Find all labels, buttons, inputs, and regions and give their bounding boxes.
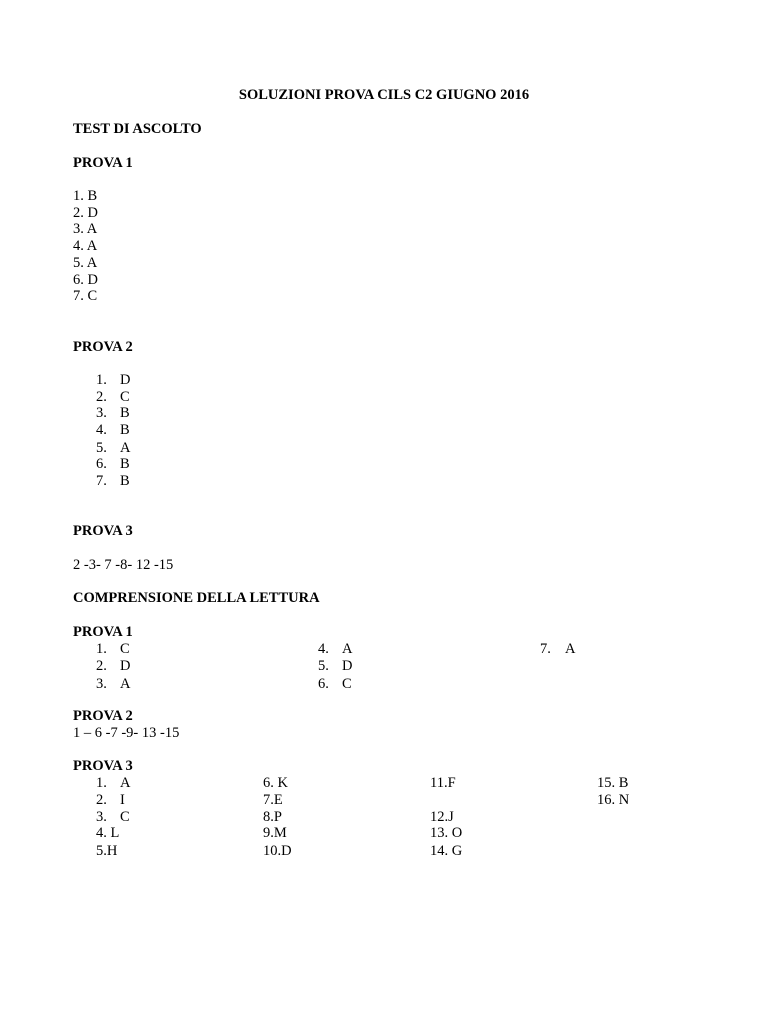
prova-heading: PROVA 3: [73, 523, 133, 539]
answer-value: B: [120, 405, 130, 421]
answer-sequence: 1 – 6 -7 -9- 13 -15: [73, 725, 180, 741]
answer-item: 4. L: [96, 825, 120, 841]
answer-value: D: [342, 658, 353, 674]
answer-value: A: [342, 641, 353, 657]
answer-item: 4. A: [73, 238, 98, 254]
prova-heading: PROVA 2: [73, 339, 133, 355]
answer-number: 3.: [96, 405, 107, 421]
answer-item: 16. N: [597, 792, 630, 808]
answer-number: 5.: [318, 658, 329, 674]
answer-item: 3. A: [73, 221, 98, 237]
answer-number: 2.: [96, 792, 107, 808]
answer-value: A: [120, 440, 131, 456]
answer-value: B: [120, 456, 130, 472]
answer-value: A: [120, 676, 131, 692]
answer-number: 1.: [96, 372, 107, 388]
answer-number: 6.: [96, 456, 107, 472]
answer-number: 7.: [96, 473, 107, 489]
answer-item: 7.E: [263, 792, 283, 808]
answer-item: 7. C: [73, 288, 98, 304]
answer-item: 13. O: [430, 825, 463, 841]
section-heading-ascolto: TEST DI ASCOLTO: [73, 121, 202, 137]
answer-item: 8.P: [263, 809, 282, 825]
answer-value: B: [120, 422, 130, 438]
answer-value: C: [120, 809, 130, 825]
answer-number: 6.: [318, 676, 329, 692]
answer-number: 1.: [96, 775, 107, 791]
answer-item: 5.H: [96, 843, 118, 859]
answer-value: I: [120, 792, 125, 808]
prova-heading: PROVA 3: [73, 758, 133, 774]
answer-value: C: [120, 389, 130, 405]
document-title: SOLUZIONI PROVA CILS C2 GIUGNO 2016: [238, 87, 530, 103]
answer-item: 11.F: [430, 775, 456, 791]
answer-item: 6. K: [263, 775, 288, 791]
answer-item: 15. B: [597, 775, 629, 791]
prova-heading: PROVA 2: [73, 708, 133, 724]
answer-number: 3.: [96, 809, 107, 825]
answer-number: 5.: [96, 440, 107, 456]
answer-item: 1. B: [73, 188, 98, 204]
prova-heading: PROVA 1: [73, 624, 133, 640]
answer-number: 4.: [96, 422, 107, 438]
answer-number: 1.: [96, 641, 107, 657]
section-heading-lettura: COMPRENSIONE DELLA LETTURA: [73, 590, 320, 606]
answer-item: 10.D: [263, 843, 292, 859]
answer-item: 2. D: [73, 205, 98, 221]
answer-number: 7.: [540, 641, 551, 657]
answer-item: 6. D: [73, 272, 98, 288]
prova-heading: PROVA 1: [73, 155, 133, 171]
answer-sequence: 2 -3- 7 -8- 12 -15: [73, 557, 174, 573]
answer-number: 2.: [96, 658, 107, 674]
answer-value: C: [342, 676, 352, 692]
answer-value: D: [120, 372, 131, 388]
answer-item: 5. A: [73, 255, 98, 271]
answer-item: 12.J: [430, 809, 454, 825]
answer-number: 3.: [96, 676, 107, 692]
answer-value: C: [120, 641, 130, 657]
answer-value: A: [120, 775, 131, 791]
answer-item: 14. G: [430, 843, 463, 859]
answer-item: 9.M: [263, 825, 287, 841]
answer-value: A: [565, 641, 576, 657]
answer-number: 2.: [96, 389, 107, 405]
answer-number: 4.: [318, 641, 329, 657]
answer-value: D: [120, 658, 131, 674]
answer-value: B: [120, 473, 130, 489]
